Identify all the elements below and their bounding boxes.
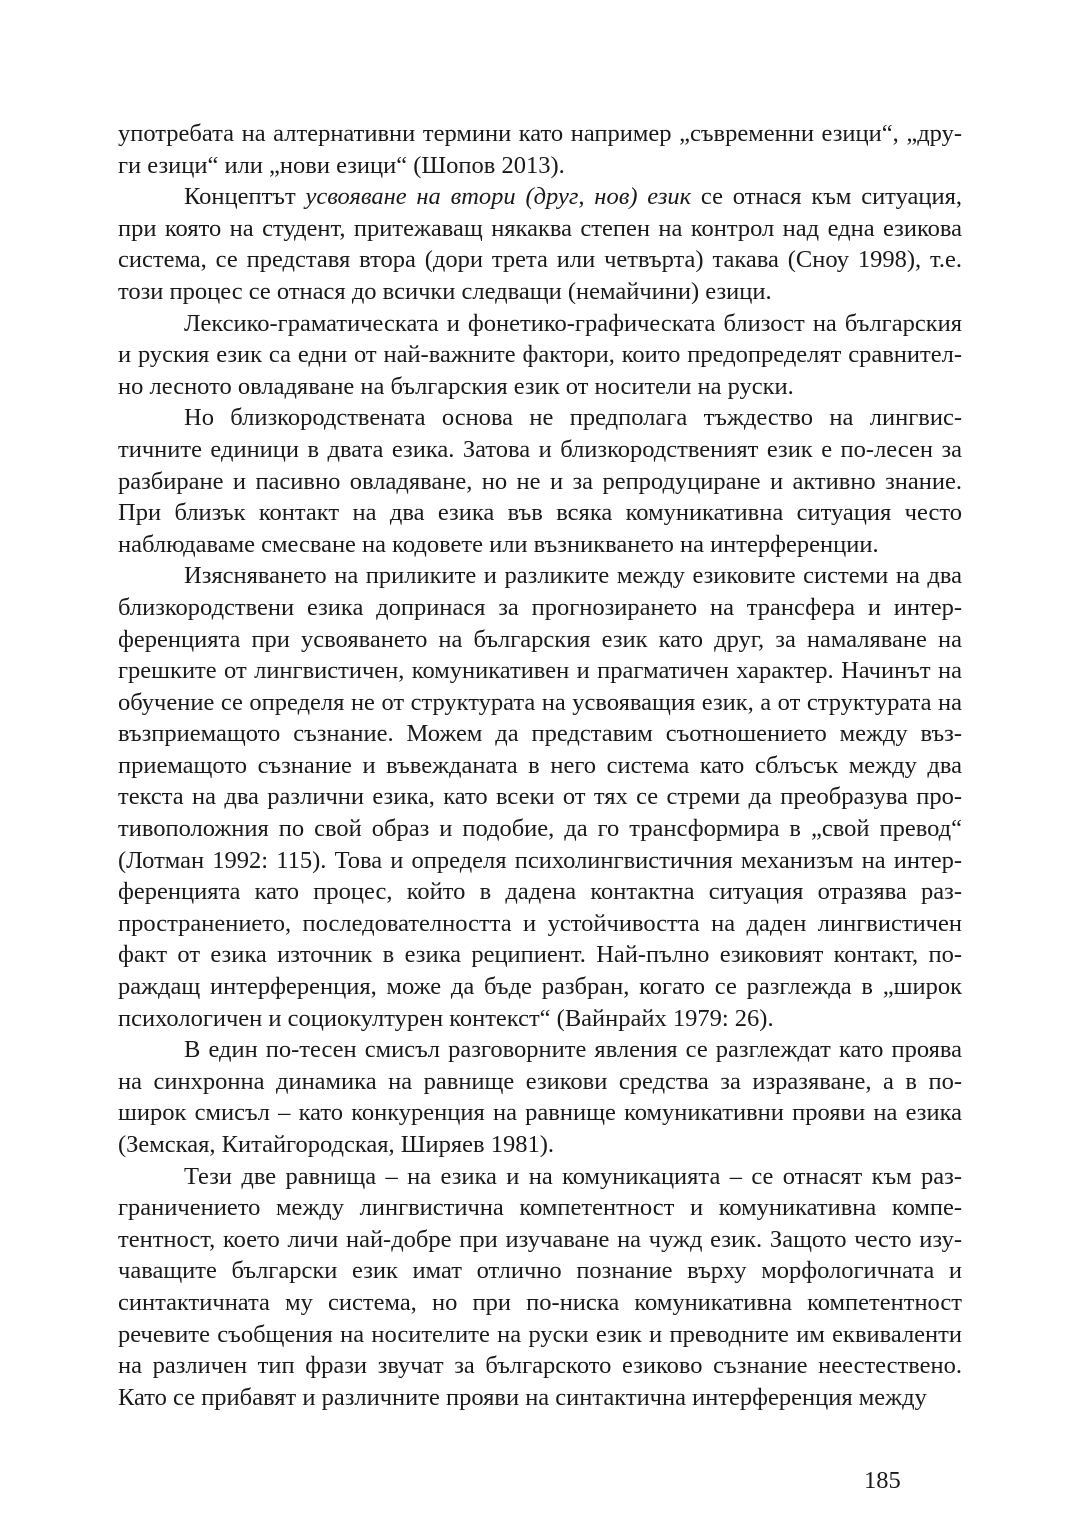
paragraph-2: [118, 181, 962, 307]
paragraph-3: Лексико-граматическата и фонетико-графическата близост на българския и руския език са едни от най-важните фактори, които предопределят сравнител-но лесното овладяване на българския език от носители на руски.: [118, 309, 962, 400]
paragraph-5: Изясняването на приликите и разликите между езиковите системи на два близкородствени езика допринася за прогнозирането на трансфера и интер-ференцията при усвояването на българския език като друг, за намаляване на грешките от лингвистичен, комуникативен и прагматичен характер. Начинът на обучение се определя не от структурата на усвояващия език, а от структурата на възприемащото съзнание. Можем да представим съотношението между въз-приемащото съзнание и въвежданата в него система като сблъсък между два текста на два различни езика, като всеки от тях се стреми да преобразува про-тивоположния по свой образ и подобие, да го трансформира в „свой превод“ (Лотман 1992: 115). Това и определя психолингвистичния механизъм на интер-ференцията като процес, който в дадена контактна ситуация отразява раз-пространението, последователността и устойчивостта на даден лингвистичен факт от езика източник в езика реципиент. Най-пълно езиковият контакт, по-раждащ интерференция, може да бъде разбран, когато се разглежда в „широк психологичен и социокултурен контекст“ (Вайнрайх 1979: 26).: [118, 562, 962, 1032]
paragraph-2-rest: се отнася към ситуация, при която на студент, притежаващ някаква степен на контрол над една езикова система, се представя втора (дори трета или четвърта) такава (Сноу 1998), т.е. този процес се отнася до всички следващи (немайчини) езици.: [118, 183, 962, 305]
paragraph-4: Но близкородствената основа не предполага тъждество на лингвис-тичните единици в двата езика. Затова и близкородственият език е по-лесен за разбиране и пасивно овладяване, но не и за репродуциране и активно знание. При близък контакт на два езика във всяка комуникативна ситуация често наблюдаваме смесване на кодовете или възникването на интерференции.: [118, 404, 962, 558]
paragraph-6: В един по-тесен смисъл разговорните явления се разглеждат като проява на синхронна динамика на равнище езикови средства за изразяване, а в по-широк смисъл – като конкуренция на равнище комуникативни прояви на езика (Земская, Китайгородская, Ширяев 1981).: [118, 1036, 962, 1158]
page-number: 185: [864, 1467, 901, 1494]
paragraph-2-lead: Концептът: [184, 183, 306, 211]
paragraph-7: Тези две равнища – на езика и на комуникацията – се отнасят към раз-граничението между лингвистична компетентност и комуникативна компе-тентност, което личи най-добре при изучаване на чужд език. Защото често изу-чаващите български език имат отлично познание върху морфологичната и синтактичната му система, но при по-ниска комуникативна компетентност речевите съобщения на носителите на руски език и преводните им еквиваленти на различен тип фрази звучат за българското езиково съзнание неестествено. Като се прибавят и различните прояви на синтактична интерференция между: [118, 1162, 962, 1411]
body-text: [118, 118, 962, 1413]
paragraph-2-italic-term: усвояване на втори (друг, нов) език: [305, 183, 692, 211]
paragraph-1: употребата на алтернативни термини като например „съвременни езици“, „дру-ги езици“ или „нови езици“ (Шопов 2013).: [118, 120, 962, 179]
